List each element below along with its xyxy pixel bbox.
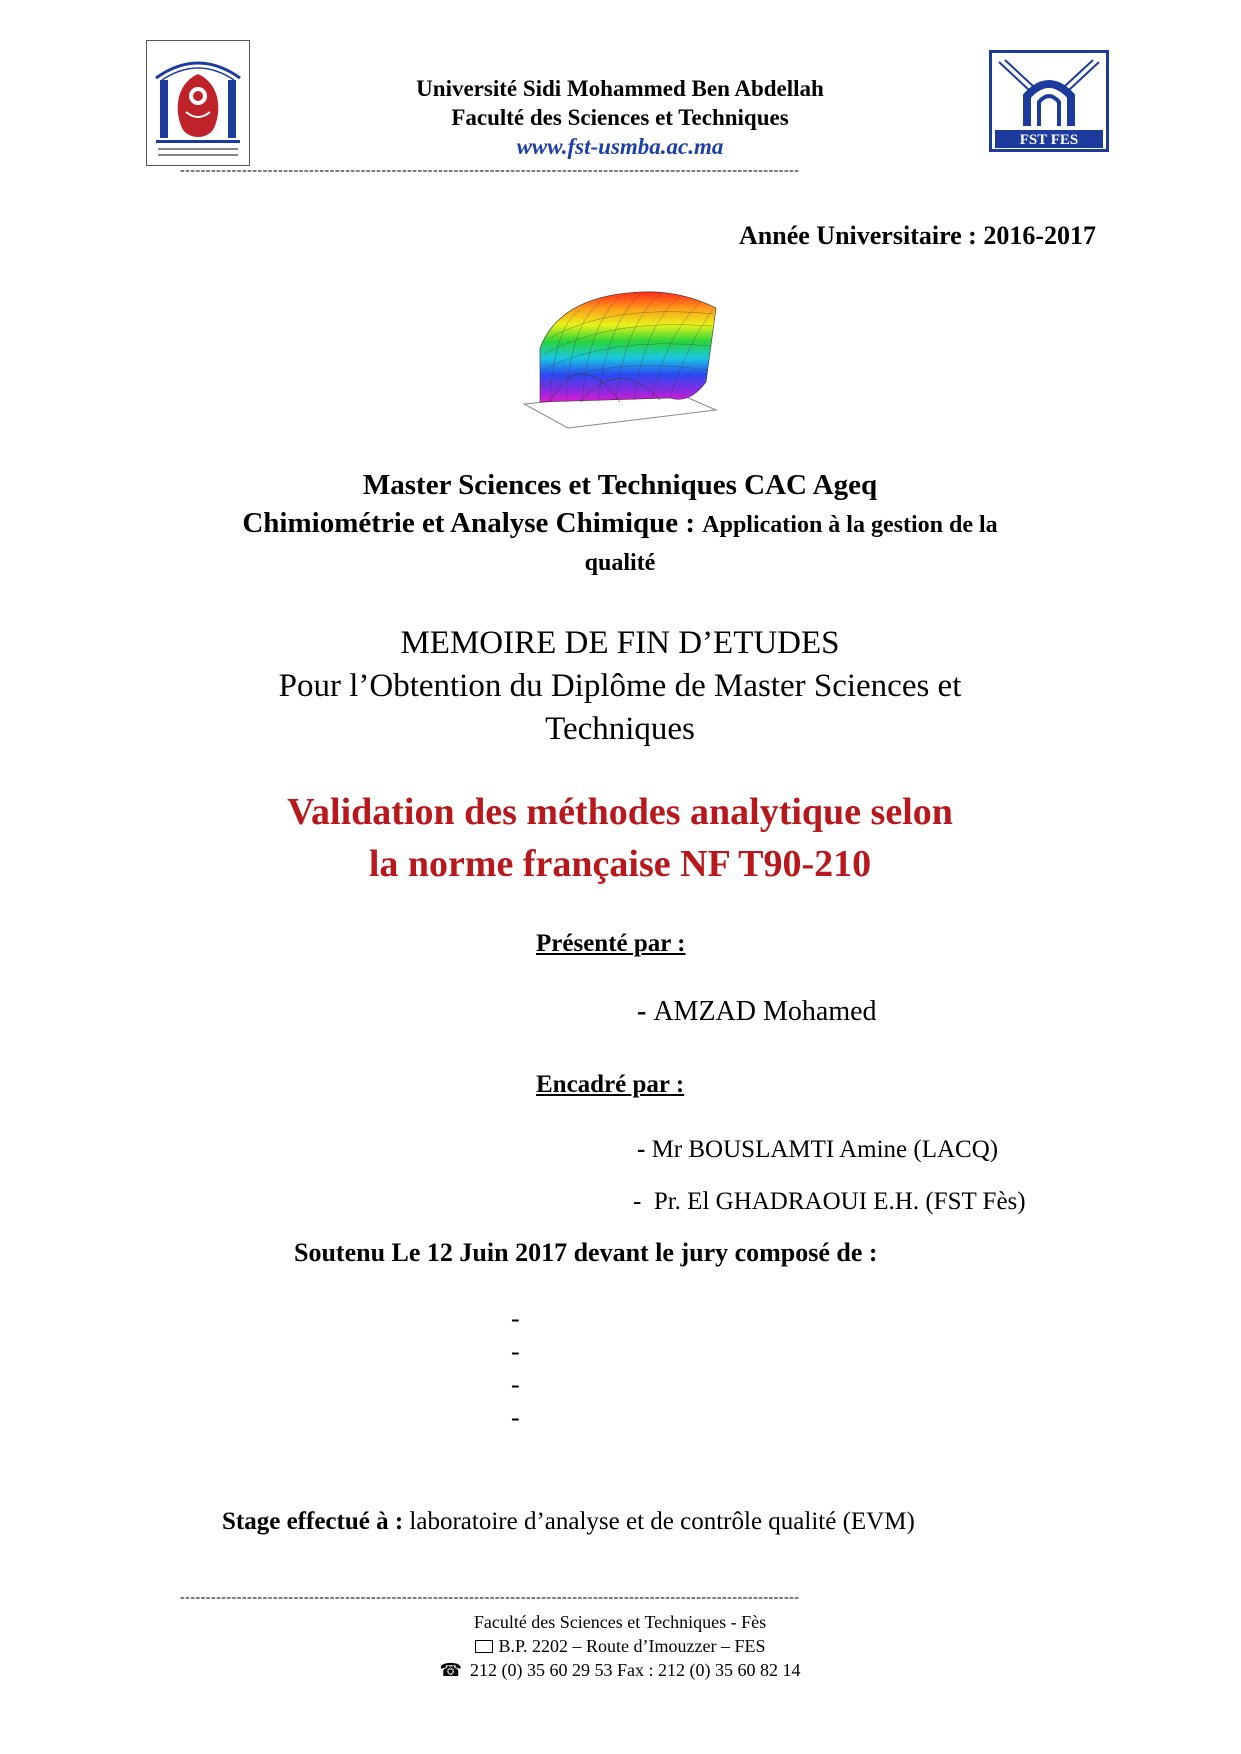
phone-icon: ☎ (439, 1660, 462, 1680)
thesis-title-line1: Validation des méthodes analytique selon (287, 791, 953, 833)
supervisor-entry: - Pr. El GHADRAOUI E.H. (FST Fès) (633, 1188, 1026, 1215)
program-line2-rest: Application à la gestion de la (702, 512, 998, 538)
supervisor-entry: - Mr BOUSLAMTI Amine (LACQ) (637, 1136, 999, 1163)
academic-year: Année Universitaire : 2016-2017 (739, 221, 1096, 250)
student-name: AMZAD Mohamed (653, 996, 877, 1027)
thesis-title-line2: la norme française NF T90-210 (368, 843, 872, 885)
memoire-line1: MEMOIRE DE FIN D’ETUDES (400, 625, 840, 661)
program-line2-main: Chimiométrie et Analyse Chimique : (242, 507, 696, 539)
program-line2 (170, 504, 1070, 544)
footer-address: B.P. 2202 – Route d’Imouzzer – FES (300, 1634, 940, 1658)
internship-place: laboratoire d’analyse et de contrôle qualité (EVM) (409, 1508, 915, 1535)
institution-header (300, 74, 940, 161)
jury-member: - (511, 1370, 520, 1399)
footer-phone: ☎ 212 (0) 35 60 29 53 Fax : 212 (0) 35 60 82 14 (439, 1660, 801, 1680)
jury-member: - (511, 1304, 520, 1333)
internship-label: Stage effectué à : (222, 1508, 404, 1535)
memoire-line3: Techniques (545, 711, 695, 747)
website-link[interactable]: www.fst-usmba.ac.ma (516, 134, 724, 159)
jury-member: - (511, 1337, 520, 1366)
footer (300, 1610, 940, 1682)
program-line1: Master Sciences et Techniques CAC Ageq (362, 469, 878, 501)
footer-faculty: Faculté des Sciences et Techniques - Fès (473, 1612, 767, 1632)
surface-plot-image (520, 286, 720, 436)
supervisor-2: Pr. El GHADRAOUI E.H. (FST Fès) (653, 1188, 1026, 1215)
university-logo (146, 40, 250, 166)
thesis-title (170, 786, 1070, 890)
footer-divider: ------------------------------------------------------------------------------------------------------------------------ (180, 1590, 800, 1605)
student-entry: - AMZAD Mohamed (637, 996, 877, 1027)
university-name: Université Sidi Mohammed Ben Abdellah (416, 76, 824, 101)
defense-statement: Soutenu Le 12 Juin 2017 devant le jury composé de : (294, 1238, 878, 1267)
memoire-line2: Pour l’Obtention du Diplôme de Master Sciences et (278, 668, 962, 704)
supervised-by-label: Encadré par : (536, 1071, 685, 1098)
presented-by-label: Présenté par : (536, 930, 686, 957)
fst-fes-label: FST FES (1019, 132, 1079, 148)
faculty-name: Faculté des Sciences et Techniques (451, 105, 789, 130)
mail-icon (475, 1640, 493, 1653)
program-line3: qualité (584, 550, 656, 576)
fst-fes-logo (989, 50, 1109, 152)
program-block (170, 466, 1070, 582)
internship-line (222, 1508, 915, 1536)
supervisor-1: Mr BOUSLAMTI Amine (LACQ) (651, 1136, 999, 1163)
header-divider: ------------------------------------------------------------------------------------------------------------------------ (180, 163, 800, 178)
memoire-block (170, 622, 1070, 751)
jury-member: - (511, 1403, 520, 1432)
